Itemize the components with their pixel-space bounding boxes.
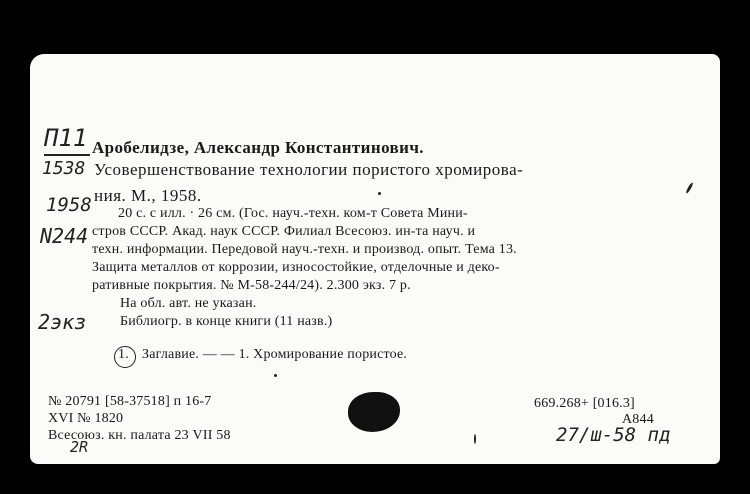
handwritten-number-1538: 1538: [42, 158, 86, 179]
description-line-1: 20 с. с илл. · 26 см. (Гос. науч.-техн. ком-т Совета Мини-: [118, 206, 468, 221]
shelf-code: П11: [44, 124, 88, 152]
note-bibliography: Библиогр. в конце книги (11 назв.): [120, 314, 333, 329]
description-line-5: ративные покрытия. № М-58-244/24). 2.300 экз. 7 р.: [92, 278, 411, 293]
description-line-4: Защита металлов от коррозии, износостойкие, отделочные и деко-: [92, 260, 500, 275]
ink-speck: [685, 182, 694, 194]
author-heading: Аробелидзе, Александр Константинович.: [92, 138, 424, 157]
ink-speck: [378, 192, 381, 195]
handwritten-n244: N244: [40, 224, 89, 248]
footer-record-number: № 20791 [58-37518] п 16-7: [48, 394, 212, 409]
handwritten-small-mark: 2R: [70, 438, 89, 456]
footer-chamber-date: Всесоюз. кн. палата 23 VII 58: [48, 428, 231, 443]
footer-author-mark: А844: [622, 412, 654, 427]
tracing-number: 1.: [118, 347, 129, 362]
description-line-3: техн. информации. Передовой науч.-техн. и производ. опыт. Тема 13.: [92, 242, 517, 257]
note-author-not-indicated: На обл. авт. не указан.: [120, 296, 257, 311]
ink-speck: [274, 374, 277, 377]
title-line-2: ния. М., 1958.: [94, 186, 202, 205]
ink-blot: [348, 392, 400, 432]
handwritten-copies: 2экз: [38, 310, 87, 334]
footer-classification: 669.268+ [016.3]: [534, 396, 635, 411]
handwritten-date-code: 27/ш-58 пд: [556, 424, 671, 446]
description-line-2: стров СССР. Акад. наук СССР. Филиал Всесоюз. ин-та науч. и: [92, 224, 476, 239]
footer-series-number: XVI № 1820: [48, 411, 124, 426]
title-line-1: Усовершенствование технологии пористого хромирова-: [94, 160, 524, 179]
shelf-code-underline: [44, 154, 90, 156]
handwritten-year: 1958: [46, 194, 92, 216]
ink-speck: [474, 434, 476, 444]
catalog-card: [30, 54, 720, 464]
tracing-headings: Заглавие. — — 1. Хромирование пористое.: [142, 347, 408, 362]
